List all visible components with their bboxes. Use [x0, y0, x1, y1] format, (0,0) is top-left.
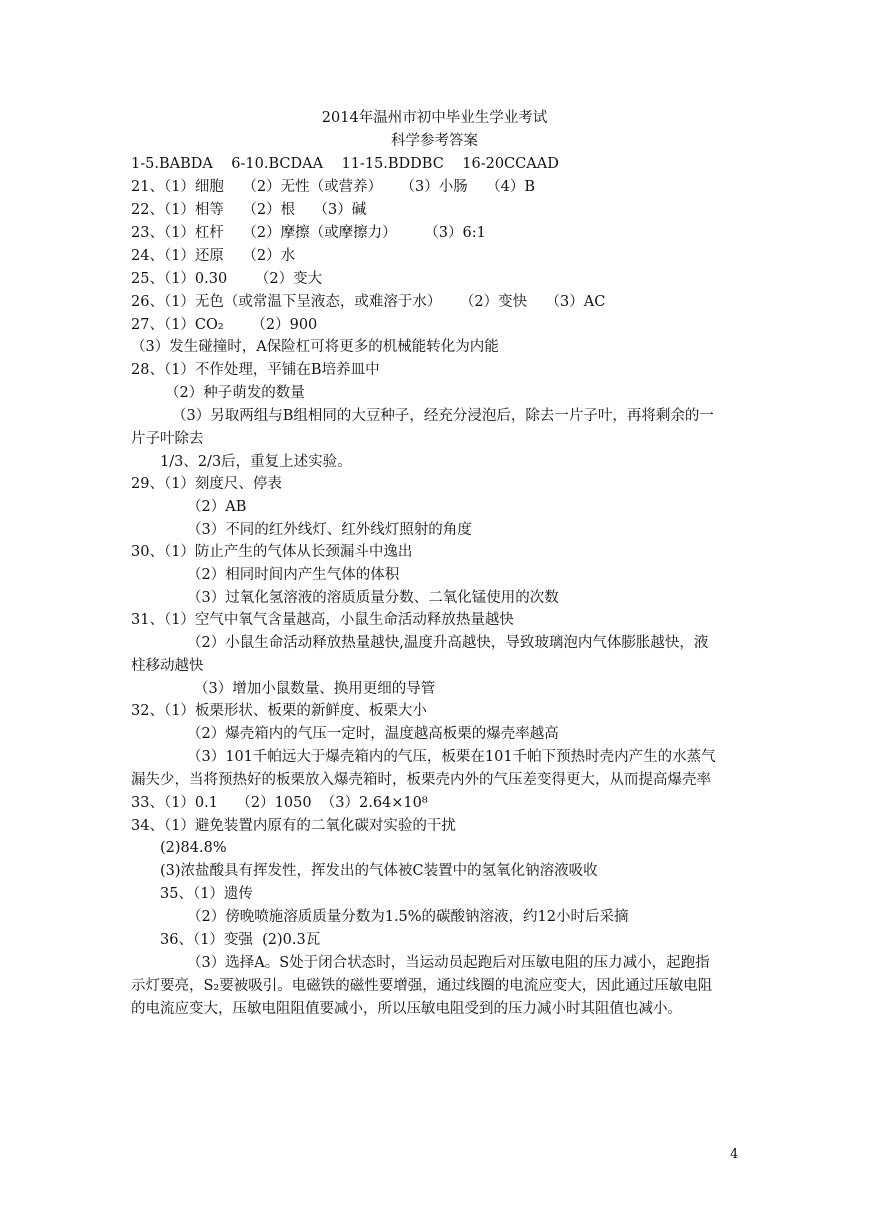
page-title: 2014年温州市初中毕业生学业考试 [321, 110, 548, 126]
text-line: 柱移动越快 [131, 658, 204, 674]
text-line: 片子叶除去 [131, 431, 204, 447]
text-line: (2)84.8% [160, 840, 227, 856]
text-line: （3）另取两组与B组相同的大豆种子，经充分浸泡后，除去一片子叶，再将剩余的一 [172, 408, 714, 424]
text-line: （2）AB [187, 499, 247, 515]
text-line: 1-5.BABDA 6-10.BCDAA 11-15.BDDBC 16-20CCAAD [131, 156, 559, 172]
text-line: 29、（1）刻度尺、停表 [131, 476, 282, 492]
text-line: （2）小鼠生命活动释放热量越快,温度升高越快，导致玻璃泡内气体膨胀越快，液 [187, 635, 709, 651]
text-line: （2）种子萌发的数量 [165, 385, 305, 401]
text-line: 23、（1）杠杆 （2）摩擦（或摩擦力） （3）6:1 [131, 225, 486, 241]
text-line: （3）选择A。S处于闭合状态时，当运动员起跑后对压敏电阻的压力减小，起跑指 [187, 955, 710, 971]
text-line: 27、（1）CO₂ （2）900 [131, 317, 318, 333]
page-number: 4 [730, 1147, 739, 1162]
text-line: 32、（1）板栗形状、板栗的新鲜度、板栗大小 [131, 703, 427, 719]
text-line: 的电流应变大，压敏电阻阻值要减小，所以压敏电阻受到的压力减小时其阻值也减小。 [131, 1001, 682, 1017]
text-line: 漏失少，当将预热好的板栗放入爆壳箱时，板栗壳内外的气压差变得更大，从而提高爆壳率 [131, 772, 711, 788]
text-line: （2）相同时间内产生气体的体积 [187, 567, 400, 583]
text-line: 26、（1）无色（或常温下呈液态，或难溶于水） （2）变快 （3）AC [131, 294, 606, 310]
text-line: 24、（1）还原 （2）水 [131, 248, 296, 264]
text-line: （3）发生碰撞时，A保险杠可将更多的机械能转化为内能 [131, 339, 499, 355]
text-line: 25、（1）0.30 （2）变大 [131, 271, 323, 287]
text-line: （2）爆壳箱内的气压一定时，温度越高板栗的爆壳率越高 [187, 726, 559, 742]
text-line: 34、（1）避免装置内原有的二氧化碳对实验的干扰 [131, 818, 456, 834]
text-line: 示灯要亮，S₂要被吸引。电磁铁的磁性要增强，通过线圈的电流应变大，因此通过压敏电阻 [131, 978, 713, 994]
text-line: 30、（1）防止产生的气体从长颈漏斗中逸出 [131, 544, 413, 560]
text-line: （3）过氧化氢溶液的溶质质量分数、二氧化锰使用的次数 [187, 590, 559, 606]
text-line: （3）不同的红外线灯、红外线灯照射的角度 [187, 522, 472, 538]
page-subtitle: 科学参考答案 [391, 133, 478, 149]
text-line: 21、（1）细胞 （2）无性（或营养） （3）小肠 （4）B [131, 179, 536, 195]
text-line: (3)浓盐酸具有挥发性，挥发出的气体被C装置中的氢氧化钠溶液吸收 [160, 863, 598, 879]
text-line: （3）101千帕远大于爆壳箱内的气压，板栗在101千帕下预热时壳内产生的水蒸气 [187, 749, 716, 765]
text-line: （2）傍晚喷施溶质质量分数为1.5%的碳酸钠溶液，约12小时后采摘 [187, 909, 629, 925]
text-line: （3）增加小鼠数量、换用更细的导管 [194, 681, 436, 697]
text-line: 36、（1）变强 (2)0.3瓦 [160, 932, 321, 948]
text-line: 22、（1）相等 （2）根 （3）碱 [131, 202, 367, 218]
text-line: 35、（1）遗传 [160, 886, 253, 902]
text-line: 1/3、2/3后，重复上述实验。 [160, 454, 352, 470]
text-line: 28、（1）不作处理，平铺在B培养皿中 [131, 362, 380, 378]
text-line: 31、（1）空气中氧气含量越高，小鼠生命活动释放热量越快 [131, 612, 514, 628]
text-line: 33、（1）0.1 （2）1050 （3）2.64×10⁸ [131, 795, 428, 811]
